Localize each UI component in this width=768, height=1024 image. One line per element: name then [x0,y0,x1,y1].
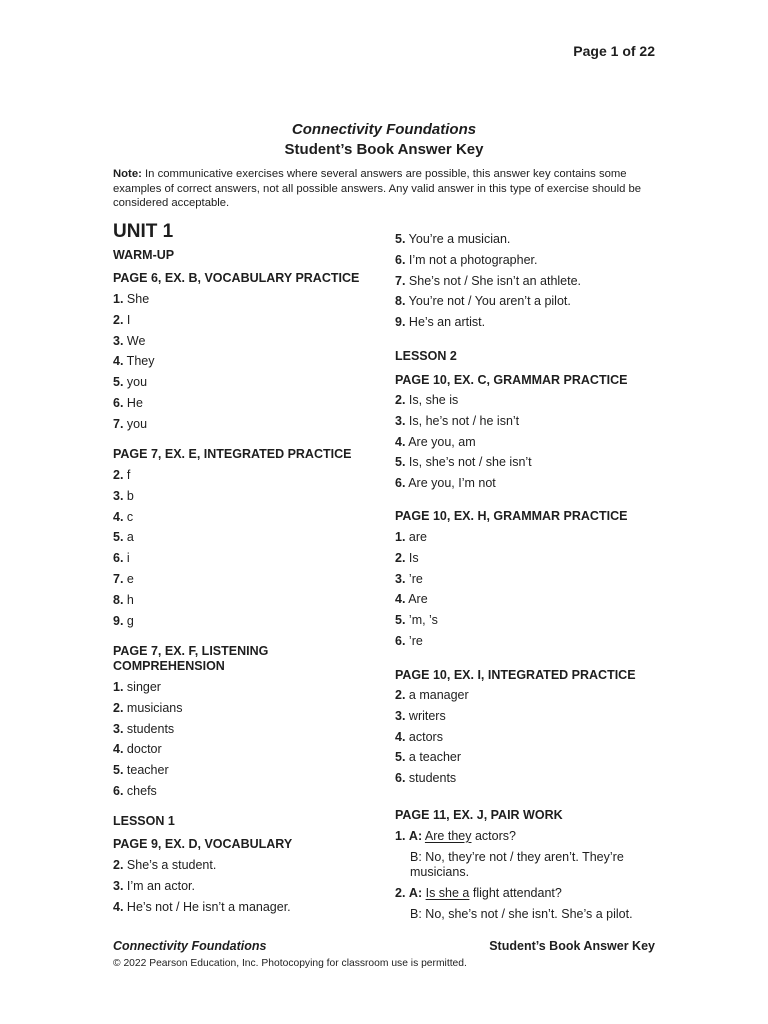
answer-item [113,858,216,872]
answer-item [113,334,145,348]
item-text: Is, she is [405,393,459,407]
item-number: 5. [395,613,406,628]
item-number: 6. [395,476,406,491]
item-number: 1. [113,292,124,306]
section-heading: WARM-UP [113,248,175,262]
section-heading: PAGE 7, EX. E, INTEGRATED PRACTICE [113,447,352,461]
item-number: 4. [395,729,406,744]
item-text: Is [405,550,419,565]
item-text: you [123,375,148,390]
item-number: 7. [113,572,124,586]
section-heading: PAGE 6, EX. B, VOCABULARY PRACTICE [113,271,360,285]
item-number: 4. [113,509,124,524]
answer-item [113,489,134,503]
section-heading: PAGE 10, EX. H, GRAMMAR PRACTICE [395,509,628,523]
item-text: We [123,333,146,348]
item-number: 2. [113,858,124,872]
answer-item [113,313,130,327]
note-paragraph [113,167,643,211]
answer-item [395,530,427,544]
item-text: e [123,572,134,586]
item-text: you [123,416,148,431]
answer-item [395,750,461,764]
item-number: 7. [395,273,406,288]
item-text: They [123,354,155,369]
item-text: Are you, am [405,434,476,449]
answer-item [113,722,174,736]
item-number: 5. [395,455,406,470]
item-text: h [123,592,134,607]
note-text: In communicative exercises where several answers are possible, this answer key contains some examples of correct answers, not all possible answers. Any valid answer in this type of exercise should be considered acceptable. [113,168,642,210]
answer-item [113,292,149,306]
item-text: actors [405,729,443,744]
answer-item [395,435,476,449]
item-number: 3. [395,413,406,428]
answer-item [395,253,537,267]
answer-item [113,468,130,482]
answer-item [395,613,438,627]
answer-item [113,354,154,368]
item-text: She [123,292,150,306]
item-number: 2. [395,393,406,407]
item-number: 9. [113,613,124,628]
answer-item [395,688,469,702]
item-text: actors? [471,829,516,843]
item-text: a [123,530,134,545]
item-number: 9. [395,315,406,330]
item-text: Is, he’s not / he isn’t [405,413,520,428]
item-text: b [123,488,134,503]
answer-item [395,232,510,246]
item-number: 2. [395,688,406,702]
book-subtitle: Student’s Book Answer Key [284,141,484,158]
item-number: 5. [113,763,124,778]
item-number: 3. [395,708,406,723]
footer-right: Student’s Book Answer Key [489,939,655,953]
item-text: a teacher [405,750,462,765]
answer-item [395,455,532,469]
item-text: She’s a student. [123,858,217,872]
item-number: 1. [395,530,406,544]
section-heading: COMPREHENSION [113,659,225,673]
answer-item [395,274,581,288]
item-number: 3. [395,571,406,586]
pair-work-answer [410,907,633,921]
unit-title: UNIT 1 [113,221,174,242]
item-text: Is, she’s not / she isn’t [405,455,532,470]
item-number: 6. [395,771,406,786]
answer-underlined: Is she a [425,886,470,900]
item-text: ’re [405,571,423,586]
section-heading: PAGE 7, EX. F, LISTENING [113,644,269,658]
section-heading: PAGE 10, EX. C, GRAMMAR PRACTICE [395,373,628,387]
item-number: 2. [113,700,124,715]
answer-item [113,701,182,715]
answer-item [395,551,419,565]
item-number: 4. [113,899,124,914]
pair-work-item [395,829,516,843]
answer-item [395,592,428,606]
book-title: Connectivity Foundations [291,121,477,138]
item-number: 2. [113,468,124,482]
item-text: Are you, I’m not [405,476,496,491]
item-number: 5. [395,232,406,246]
item-text: students [123,721,175,736]
item-number: 3. [113,721,124,736]
item-text: I’m not a photographer. [405,252,538,267]
answer-item [113,510,133,524]
item-text: You’re not / You aren’t a pilot. [405,294,571,309]
item-text: are [405,530,427,544]
section-heading: PAGE 9, EX. D, VOCABULARY [113,837,293,851]
answer-item [395,572,423,586]
item-text: I [123,312,131,327]
answer-item [113,784,157,798]
speaker-label: A: [408,886,423,900]
item-text: a manager [405,688,469,702]
item-number: 6. [395,634,406,648]
item-number: 4. [395,592,406,607]
item-text: singer [123,680,161,694]
item-text: flight attendant? [469,886,562,900]
item-number: 2. [395,550,406,565]
item-text: chefs [123,784,157,798]
answer-item [395,634,423,648]
item-text: ’re [405,634,423,648]
copyright: © 2022 Pearson Education, Inc. Photocopying for classroom use is permitted. [113,958,467,969]
item-text: ’m, ’s [405,613,438,628]
section-heading: LESSON 2 [395,349,457,363]
note-label: Note: [113,168,142,180]
answer-item [113,763,169,777]
answer-item [395,315,485,329]
item-text: You’re a musician. [405,232,511,246]
item-text: doctor [123,742,162,757]
item-number: 3. [113,488,124,503]
answer-item [113,396,143,410]
item-number: 2. [395,886,406,900]
item-text: i [123,551,130,566]
item-number: 6. [113,396,124,410]
item-number: 8. [113,592,124,607]
item-number: 5. [113,530,124,545]
item-text: teacher [123,763,169,778]
footer-title: Connectivity Foundations [113,939,267,953]
item-text: writers [405,708,446,723]
answer-item [113,417,147,431]
item-text: He’s an artist. [405,315,486,330]
section-heading: LESSON 1 [113,814,175,828]
item-number: 3. [113,878,124,893]
item-number: 7. [113,416,124,431]
speaker-label: A: [408,829,423,843]
answer-item [113,572,134,586]
pair-work-answer-continued: musicians. [410,865,470,879]
item-number: 1. [113,680,124,694]
item-text: g [123,613,134,628]
answer-item [113,593,134,607]
answer-item [395,476,496,490]
answer-item [113,375,147,389]
answer-item [395,771,456,785]
answer-item [113,530,134,544]
page-number: Page 1 of 22 [573,43,655,59]
item-text: I’m an actor. [123,878,195,893]
item-number: 3. [113,333,124,348]
answer-item [395,294,571,308]
answer-item [113,614,134,628]
item-number: 6. [395,252,406,267]
pair-work-answer [410,850,624,864]
item-number: 4. [395,434,406,449]
item-text: Are [405,592,428,607]
answer-item [395,393,458,407]
answer-item [113,680,161,694]
item-text: He’s not / He isn’t a manager. [123,899,291,914]
answer-item [395,730,443,744]
item-text: f [123,468,131,482]
answer-item [395,414,519,428]
item-number: 6. [113,551,124,566]
item-text: No, they’re not / they aren’t. They’re [421,850,624,864]
item-text: c [123,509,134,524]
item-text: He [123,396,143,410]
section-heading: PAGE 10, EX. I, INTEGRATED PRACTICE [395,668,636,682]
item-text: No, she’s not / she isn’t. She’s a pilot. [421,907,633,921]
item-number: 5. [113,375,124,390]
answer-item [113,900,291,914]
speaker-label: B: [410,907,422,921]
item-number: 8. [395,294,406,309]
answer-item [113,742,162,756]
item-text: She’s not / She isn’t an athlete. [405,273,582,288]
item-number: 6. [113,784,124,798]
speaker-label: B: [410,850,422,864]
answer-item [113,551,130,565]
item-number: 1. [395,829,406,843]
item-number: 4. [113,742,124,757]
item-number: 2. [113,312,124,327]
answer-item [113,879,195,893]
item-number: 4. [113,354,124,369]
item-text: musicians [123,700,183,715]
item-number: 5. [395,750,406,765]
item-text: students [405,771,457,786]
pair-work-item [395,886,562,900]
answer-item [395,709,446,723]
answer-underlined: Are they [424,829,472,843]
section-heading: PAGE 11, EX. J, PAIR WORK [395,808,563,822]
